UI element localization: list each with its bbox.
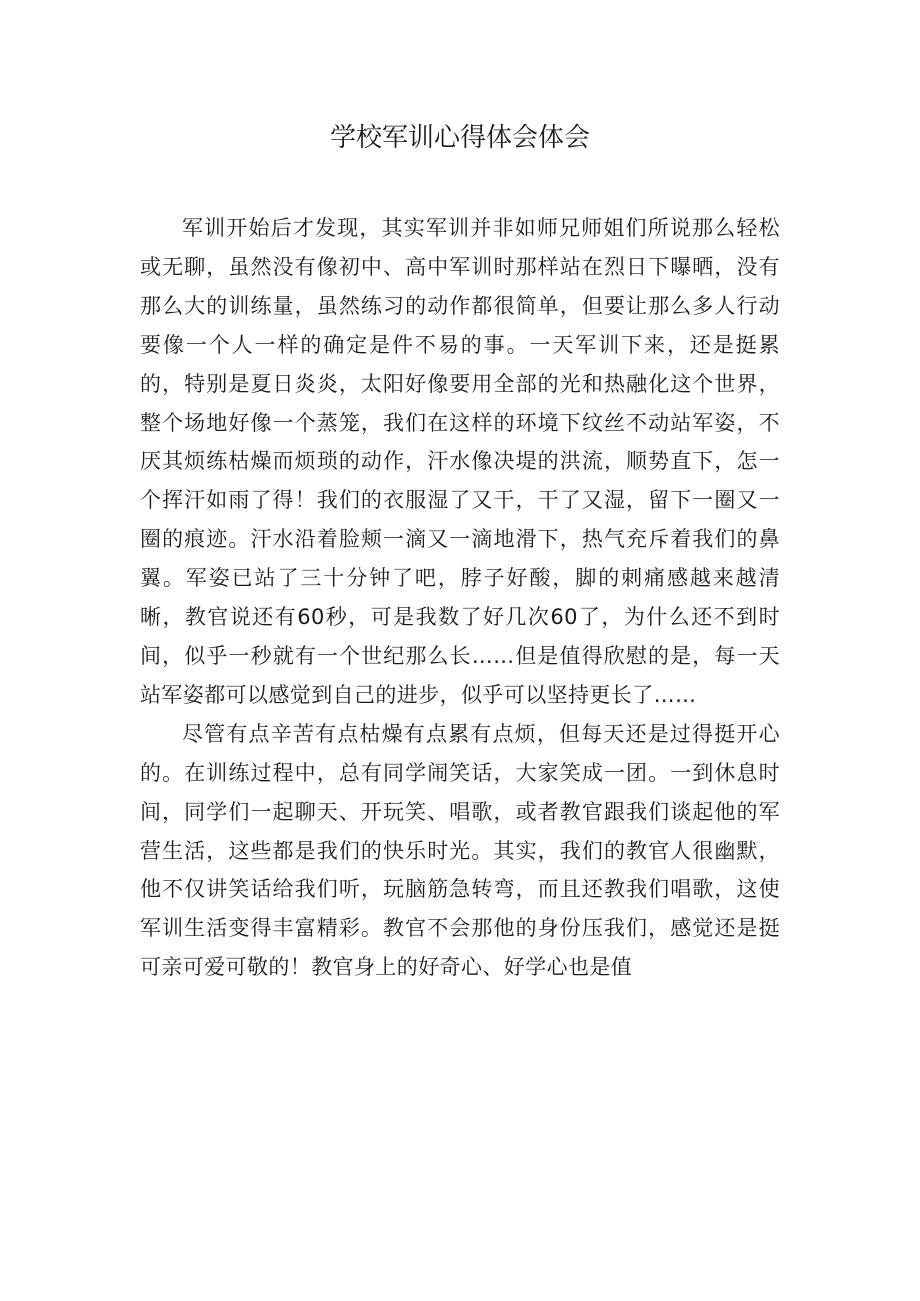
document-body — [140, 209, 780, 987]
paragraph-2: 尽管有点辛苦有点枯燥有点累有点烦，但每天还是过得挺开心的。在训练过程中，总有同学闹笑话，大家笑成一团。一到休息时间，同学们一起聊天、开玩笑、唱歌，或者教官跟我们谈起他的军营生活，这些都是我们的快乐时光。其实，我们的教官人很幽默，他不仅讲笑话给我们听，玩脑筋急转弯，而且还教我们唱歌，这使军训生活变得丰富精彩。教官不会那他的身份压我们，感觉还是挺可亲可爱可敬的！教官身上的好奇心、好学心也是值 — [140, 721, 780, 980]
document-title: 学校军训心得体会体会 — [329, 123, 590, 153]
paragraph-1: 军训开始后才发现，其实军训并非如师兄师姐们所说那么轻松或无聊，虽然没有像初中、高中军训时那样站在烈日下曝晒，没有那么大的训练量，虽然练习的动作都很简单，但要让那么多人行动要像一个人一样的确定是件不易的事。一天军训下来，还是挺累的，特别是夏日炎炎，太阳好像要用全部的光和热融化这个世界，整个场地好像一个蒸笼，我们在这样的环境下纹丝不动站军姿，不厌其烦练枯燥而烦琐的动作，汗水像决堤的洪流，顺势直下，怎一个挥汗如雨了得！我们的衣服湿了又干，干了又湿，留下一圈又一圈的痕迹。汗水沿着脸颊一滴又一滴地滑下，热气充斥着我们的鼻翼。军姿已站了三十分钟了吧，脖子好酸，脚的刺痛感越来越清晰，教官说还有60秒，可是我数了好几次60了，为什么还不到时间，似乎一秒就有一个世纪那么长……但是值得欣慰的是，每一天站军姿都可以感觉到自己的进步，似乎可以坚持更长了…… — [140, 216, 780, 707]
